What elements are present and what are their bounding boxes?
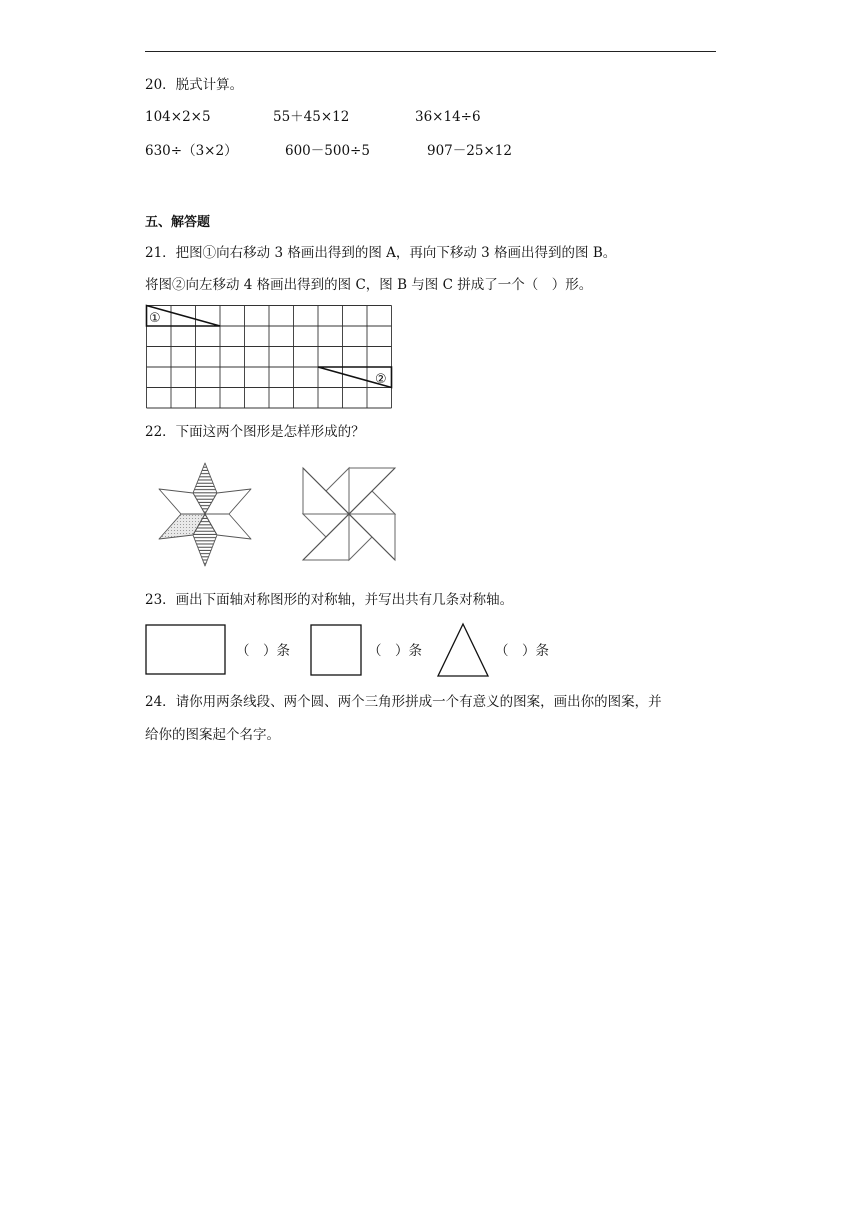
q24-line-2: 给你的图案起个名字。 — [145, 727, 280, 743]
q23-text: 23．画出下面轴对称图形的对称轴，并写出共有几条对称轴。 — [145, 592, 514, 608]
section-heading: 五、解答题 — [145, 215, 211, 230]
q23-blank-rectangle: （ ）条 — [236, 643, 290, 659]
square-shape — [310, 624, 363, 677]
q20-expr-3: 36×14÷6 — [415, 109, 481, 125]
figure-1-label: ① — [149, 311, 161, 326]
figure-2-label: ② — [375, 372, 387, 387]
pinwheel-figure — [301, 466, 399, 562]
q24-line-1: 24．请你用两条线段、两个圆、两个三角形拼成一个有意义的图案，画出你的图案，并 — [145, 694, 662, 710]
q20-expr-4: 630÷（3×2） — [145, 143, 238, 159]
q20-expr-5: 600－500÷5 — [285, 143, 370, 159]
q21-line-1: 21．把图①向右移动 3 格画出得到的图 A，再向下移动 3 格画出得到的图 B。 — [145, 245, 617, 261]
q20-expr-1: 104×2×5 — [145, 109, 211, 125]
q21-line-2: 将图②向左移动 4 格画出得到的图 C，图 B 与图 C 拼成了一个（ ）形。 — [145, 277, 593, 293]
q21-grid-figure — [146, 305, 393, 410]
q20-title: 20．脱式计算。 — [145, 77, 244, 93]
q20-expr-2: 55＋45×12 — [273, 109, 350, 125]
star-of-rhombi-figure — [155, 460, 255, 570]
q23-blank-square: （ ）条 — [368, 643, 422, 659]
q22-text: 22．下面这两个图形是怎样形成的？ — [145, 424, 365, 440]
q23-blank-triangle: （ ）条 — [495, 643, 549, 659]
grid-lines — [147, 306, 392, 409]
q20-expr-6: 907－25×12 — [427, 143, 512, 159]
triangle-shape — [437, 622, 491, 679]
rectangle-shape — [145, 624, 227, 676]
header-rule — [145, 51, 716, 52]
